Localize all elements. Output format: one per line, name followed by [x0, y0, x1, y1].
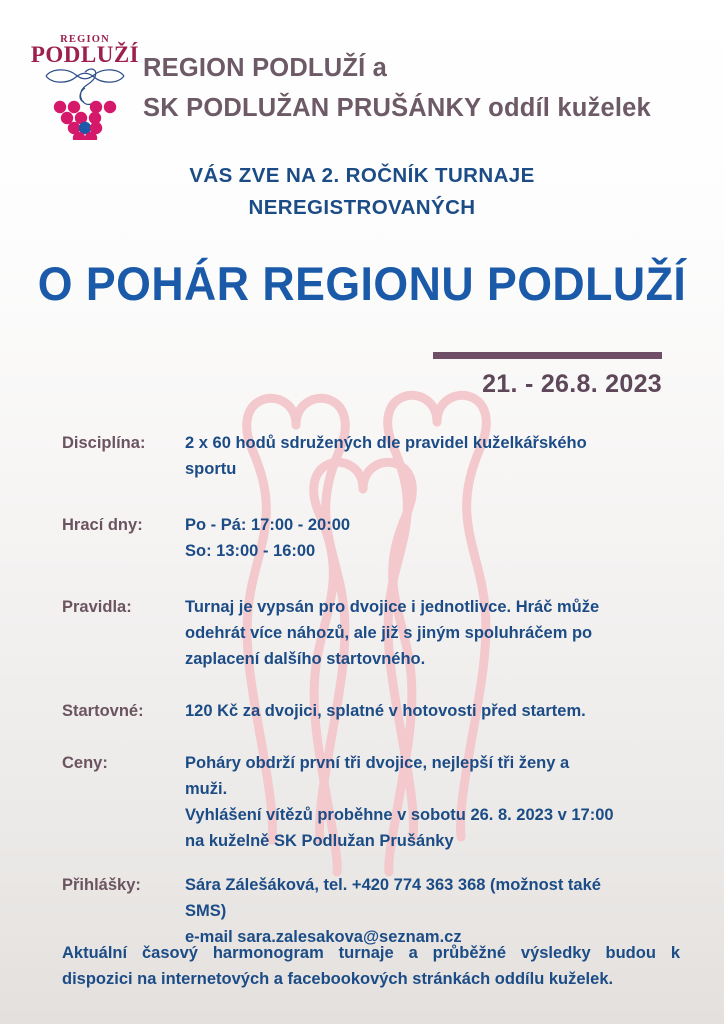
grape-berries [54, 101, 116, 140]
tournament-date: 21. - 26.8. 2023 [482, 370, 662, 398]
detail-value-line: So: 13:00 - 16:00 [185, 542, 316, 560]
detail-value-line: SMS) [185, 902, 227, 920]
detail-value [185, 872, 668, 950]
detail-value-line: zaplacení dalšího startovného. [185, 650, 426, 668]
tournament-date-block [433, 352, 662, 399]
detail-row-pravidla [0, 594, 724, 672]
invite-block [0, 160, 724, 224]
invite-line1: VÁS ZVE NA 2. ROČNÍK TURNAJE [189, 164, 535, 187]
detail-value-line: Po - Pá: 17:00 - 20:00 [185, 516, 351, 534]
detail-row-prihlasky [0, 872, 724, 950]
tournament-title: O POHÁR REGIONU PODLUŽÍ [37, 257, 687, 310]
vine-swirl-decoration [46, 69, 124, 104]
poster-footer [0, 940, 724, 992]
row-spacer [0, 854, 724, 872]
detail-row-hraci-dny [0, 512, 724, 564]
detail-value-line: Sára Zálešáková, tel. +420 774 363 368 (možnost také [185, 876, 601, 894]
detail-row-ceny [0, 750, 724, 854]
date-rule-divider [433, 352, 662, 359]
row-spacer [0, 672, 724, 698]
detail-value-line-email: e-mail sara.zalesakova@seznam.cz [185, 928, 462, 946]
poster-header [0, 0, 724, 150]
detail-value-line: Poháry obdrží první tři dvojice, nejlepší tři ženy a [185, 754, 570, 772]
detail-value [185, 698, 668, 724]
header-title-line1: REGION PODLUŽÍ a [143, 54, 388, 82]
row-spacer [0, 482, 724, 512]
footer-line1: Aktuální časový harmonogram turnaje a průběžné výsledky budou k [62, 944, 680, 962]
footer-line2: dispozici na internetových a facebookových stránkách oddílu kuželek. [62, 970, 614, 988]
invite-line2: NEREGISTROVANÝCH [248, 196, 476, 219]
logo-region-text: REGION [60, 34, 110, 45]
detail-label: Pravidla: [62, 598, 132, 616]
detail-value-line: Vyhlášení vítězů proběhne v sobotu 26. 8. 2023 v 17:00 [185, 806, 614, 824]
detail-label: Hrací dny: [62, 516, 143, 534]
row-spacer [0, 564, 724, 594]
detail-value-line: na kuželně SK Podlužan Prušánky [185, 832, 454, 850]
logo-podluzi-text: PODLUŽÍ [30, 42, 140, 67]
detail-value-line: Turnaj je vypsán pro dvojice i jednotlivce. Hráč může [185, 598, 600, 616]
detail-value-line: muži. [185, 780, 228, 798]
detail-value-line: sportu [185, 460, 237, 478]
details-list [0, 430, 724, 950]
detail-label: Přihlášky: [62, 876, 141, 894]
row-spacer [0, 724, 724, 750]
header-title-line2: SK PODLUŽAN PRUŠÁNKY oddíl kuželek [143, 94, 651, 122]
detail-row-disciplina [0, 430, 724, 482]
detail-value [185, 594, 668, 672]
detail-label: Ceny: [62, 754, 108, 772]
header-title-block [143, 48, 713, 128]
detail-value-line: 120 Kč za dvojici, splatné v hotovosti před startem. [185, 702, 586, 720]
detail-label: Startovné: [62, 702, 144, 720]
detail-label: Disciplína: [62, 434, 146, 452]
grape-cluster-logo [26, 22, 144, 140]
detail-value [185, 512, 668, 564]
detail-value-line: 2 x 60 hodů sdružených dle pravidel kuželkářského [185, 434, 587, 452]
detail-row-startovne [0, 698, 724, 724]
detail-value [185, 430, 668, 482]
detail-value [185, 750, 668, 854]
detail-value-line: odehrát více náhozů, ale již s jiným spoluhráčem po [185, 624, 593, 642]
